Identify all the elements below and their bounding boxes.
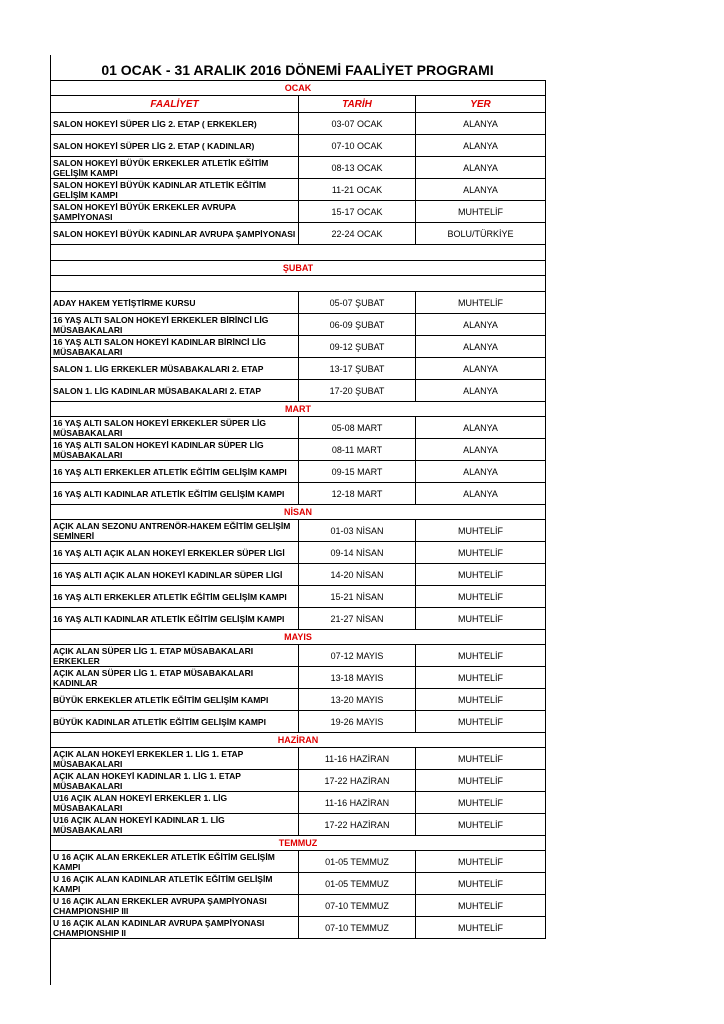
table-row (51, 711, 546, 733)
date-cell: 09-15 MART (299, 461, 416, 483)
date-cell: 07-12 MAYIS (299, 645, 416, 667)
month-name: OCAK (51, 81, 546, 96)
table-row (51, 608, 546, 630)
table-row (51, 179, 546, 201)
place-cell: ALANYA (416, 380, 546, 402)
date-cell: 11-16 HAZİRAN (299, 748, 416, 770)
place-cell: ALANYA (416, 135, 546, 157)
table-row (51, 358, 546, 380)
date-cell: 15-17 OCAK (299, 201, 416, 223)
date-cell: 21-27 NİSAN (299, 608, 416, 630)
activity-cell: SALON 1. LİG KADINLAR MÜSABAKALARI 2. ETAP (51, 380, 299, 402)
activity-cell: SALON HOKEYİ SÜPER LİG 2. ETAP ( ERKEKLER) (51, 113, 299, 135)
table-row (51, 564, 546, 586)
activity-cell: SALON 1. LİG ERKEKLER MÜSABAKALARI 2. ETAP (51, 358, 299, 380)
place-cell: MUHTELİF (416, 689, 546, 711)
place-cell: MUHTELİF (416, 873, 546, 895)
place-cell: MUHTELİF (416, 895, 546, 917)
date-cell: 07-10 OCAK (299, 135, 416, 157)
activity-table (50, 80, 546, 939)
table-row (51, 895, 546, 917)
activity-cell: ADAY HAKEM YETİŞTİRME KURSU (51, 292, 299, 314)
place-cell: MUHTELİF (416, 564, 546, 586)
date-cell: 07-10 TEMMUZ (299, 895, 416, 917)
table-row (51, 520, 546, 542)
place-cell: MUHTELİF (416, 667, 546, 689)
activity-cell: 16 YAŞ ALTI SALON HOKEYİ ERKEKLER BİRİNCİ LİG MÜSABAKALARI (51, 314, 299, 336)
table-row (51, 314, 546, 336)
activity-table-body (51, 81, 546, 939)
activity-cell: 16 YAŞ ALTI SALON HOKEYİ KADINLAR BİRİNCİ LİG MÜSABAKALARI (51, 336, 299, 358)
place-cell: MUHTELİF (416, 292, 546, 314)
date-cell: 06-09 ŞUBAT (299, 314, 416, 336)
date-cell: 09-14 NİSAN (299, 542, 416, 564)
place-cell: MUHTELİF (416, 201, 546, 223)
column-header-place: YER (416, 96, 546, 113)
table-row (51, 336, 546, 358)
place-cell: ALANYA (416, 179, 546, 201)
date-cell: 15-21 NİSAN (299, 586, 416, 608)
activity-cell: SALON HOKEYİ BÜYÜK KADINLAR ATLETİK EĞİTİM GELİŞİM KAMPI (51, 179, 299, 201)
date-cell: 05-08 MART (299, 417, 416, 439)
table-row (51, 748, 546, 770)
place-cell: MUHTELİF (416, 851, 546, 873)
place-cell: MUHTELİF (416, 586, 546, 608)
blank-cell (51, 245, 546, 261)
table-row (51, 135, 546, 157)
date-cell: 05-07 ŞUBAT (299, 292, 416, 314)
date-cell: 07-10 TEMMUZ (299, 917, 416, 939)
date-cell: 13-17 ŞUBAT (299, 358, 416, 380)
place-cell: ALANYA (416, 483, 546, 505)
month-name: TEMMUZ (51, 836, 546, 851)
month-header-row (51, 630, 546, 645)
column-header-date: TARİH (299, 96, 416, 113)
place-cell: BOLU/TÜRKİYE (416, 223, 546, 245)
place-cell: MUHTELİF (416, 645, 546, 667)
blank-row (51, 276, 546, 292)
activity-cell: AÇIK ALAN HOKEYİ ERKEKLER 1. LİG 1. ETAP MÜSABAKALARI (51, 748, 299, 770)
date-cell: 01-05 TEMMUZ (299, 873, 416, 895)
place-cell: MUHTELİF (416, 917, 546, 939)
activity-cell: AÇIK ALAN SÜPER LİG 1. ETAP MÜSABAKALARI KADINLAR (51, 667, 299, 689)
table-row (51, 113, 546, 135)
table-row (51, 292, 546, 314)
activity-cell: AÇIK ALAN HOKEYİ KADINLAR 1. LİG 1. ETAP MÜSABAKALARI (51, 770, 299, 792)
activity-cell: U16 AÇIK ALAN HOKEYİ ERKEKLER 1. LİG MÜSABAKALARI (51, 792, 299, 814)
blank-row (51, 245, 546, 261)
table-row (51, 689, 546, 711)
table-row (51, 667, 546, 689)
table-row (51, 792, 546, 814)
activity-cell: SALON HOKEYİ BÜYÜK ERKEKLER ATLETİK EĞİTİM GELİŞİM KAMPI (51, 157, 299, 179)
place-cell: MUHTELİF (416, 520, 546, 542)
place-cell: MUHTELİF (416, 542, 546, 564)
table-row (51, 851, 546, 873)
activity-cell: SALON HOKEYİ SÜPER LİG 2. ETAP ( KADINLAR) (51, 135, 299, 157)
place-cell: MUHTELİF (416, 792, 546, 814)
activity-cell: 16 YAŞ ALTI AÇIK ALAN HOKEYİ KADINLAR SÜPER LİGİ (51, 564, 299, 586)
activity-cell: BÜYÜK ERKEKLER ATLETİK EĞİTİM GELİŞİM KAMPI (51, 689, 299, 711)
place-cell: MUHTELİF (416, 711, 546, 733)
place-cell: ALANYA (416, 461, 546, 483)
month-header-row (51, 261, 546, 276)
activity-cell: 16 YAŞ ALTI KADINLAR ATLETİK EĞİTİM GELİŞİM KAMPI (51, 483, 299, 505)
date-cell: 12-18 MART (299, 483, 416, 505)
table-row (51, 380, 546, 402)
month-header-row (51, 402, 546, 417)
month-header-row (51, 836, 546, 851)
table-row (51, 461, 546, 483)
place-cell: ALANYA (416, 336, 546, 358)
table-row (51, 645, 546, 667)
place-cell: ALANYA (416, 113, 546, 135)
activity-cell: BÜYÜK KADINLAR ATLETİK EĞİTİM GELİŞİM KAMPI (51, 711, 299, 733)
place-cell: ALANYA (416, 314, 546, 336)
date-cell: 09-12 ŞUBAT (299, 336, 416, 358)
activity-cell: 16 YAŞ ALTI KADINLAR ATLETİK EĞİTİM GELİŞİM KAMPI (51, 608, 299, 630)
activity-cell: AÇIK ALAN SÜPER LİG 1. ETAP MÜSABAKALARI ERKEKLER (51, 645, 299, 667)
table-row (51, 483, 546, 505)
place-cell: ALANYA (416, 358, 546, 380)
date-cell: 11-21 OCAK (299, 179, 416, 201)
date-cell: 17-20 ŞUBAT (299, 380, 416, 402)
activity-cell: U 16 AÇIK ALAN ERKEKLER AVRUPA ŞAMPİYONASI CHAMPIONSHIP III (51, 895, 299, 917)
month-name: MAYIS (51, 630, 546, 645)
activity-cell: 16 YAŞ ALTI AÇIK ALAN HOKEYİ ERKEKLER SÜPER LİGİ (51, 542, 299, 564)
activity-cell: U16 AÇIK ALAN HOKEYİ KADINLAR 1. LİG MÜSABAKALARI (51, 814, 299, 836)
table-row (51, 201, 546, 223)
date-cell: 13-18 MAYIS (299, 667, 416, 689)
month-name: ŞUBAT (51, 261, 546, 276)
month-header-row (51, 81, 546, 96)
month-header-row (51, 733, 546, 748)
date-cell: 17-22 HAZİRAN (299, 814, 416, 836)
table-row (51, 586, 546, 608)
table-row (51, 814, 546, 836)
date-cell: 14-20 NİSAN (299, 564, 416, 586)
place-cell: MUHTELİF (416, 770, 546, 792)
activity-cell: AÇIK ALAN SEZONU ANTRENÖR-HAKEM EĞİTİM GELİŞİM SEMİNERİ (51, 520, 299, 542)
table-row (51, 157, 546, 179)
date-cell: 01-05 TEMMUZ (299, 851, 416, 873)
place-cell: MUHTELİF (416, 748, 546, 770)
month-name: MART (51, 402, 546, 417)
date-cell: 13-20 MAYIS (299, 689, 416, 711)
activity-cell: 16 YAŞ ALTI ERKEKLER ATLETİK EĞİTİM GELİŞİM KAMPI (51, 586, 299, 608)
activity-cell: 16 YAŞ ALTI SALON HOKEYİ KADINLAR SÜPER LİG MÜSABAKALARI (51, 439, 299, 461)
activity-cell: U 16 AÇIK ALAN ERKEKLER ATLETİK EĞİTİM GELİŞİM KAMPI (51, 851, 299, 873)
column-header-row (51, 96, 546, 113)
activity-cell: SALON HOKEYİ BÜYÜK KADINLAR AVRUPA ŞAMPİYONASI (51, 223, 299, 245)
place-cell: MUHTELİF (416, 608, 546, 630)
place-cell: MUHTELİF (416, 814, 546, 836)
date-cell: 19-26 MAYIS (299, 711, 416, 733)
date-cell: 11-16 HAZİRAN (299, 792, 416, 814)
table-row (51, 542, 546, 564)
date-cell: 03-07 OCAK (299, 113, 416, 135)
place-cell: ALANYA (416, 417, 546, 439)
activity-cell: SALON HOKEYİ BÜYÜK ERKEKLER AVRUPA ŞAMPİYONASI (51, 201, 299, 223)
blank-cell (51, 276, 546, 292)
activity-cell: U 16 AÇIK ALAN KADINLAR ATLETİK EĞİTİM GELİŞİM KAMPI (51, 873, 299, 895)
date-cell: 17-22 HAZİRAN (299, 770, 416, 792)
place-cell: ALANYA (416, 157, 546, 179)
table-row (51, 417, 546, 439)
table-row (51, 873, 546, 895)
table-row (51, 770, 546, 792)
date-cell: 08-13 OCAK (299, 157, 416, 179)
table-row (51, 223, 546, 245)
activity-cell: 16 YAŞ ALTI ERKEKLER ATLETİK EĞİTİM GELİŞİM KAMPI (51, 461, 299, 483)
month-header-row (51, 505, 546, 520)
table-row (51, 917, 546, 939)
column-header-activity: FAALİYET (51, 96, 299, 113)
month-name: NİSAN (51, 505, 546, 520)
activity-cell: 16 YAŞ ALTI SALON HOKEYİ ERKEKLER SÜPER LİG MÜSABAKALARI (51, 417, 299, 439)
month-name: HAZİRAN (51, 733, 546, 748)
date-cell: 22-24 OCAK (299, 223, 416, 245)
table-row (51, 439, 546, 461)
page-title: 01 OCAK - 31 ARALIK 2016 DÖNEMİ FAALİYET PROGRAMI (101, 62, 494, 78)
activity-cell: U 16 AÇIK ALAN KADINLAR AVRUPA ŞAMPİYONASI CHAMPIONSHIP II (51, 917, 299, 939)
date-cell: 01-03 NİSAN (299, 520, 416, 542)
place-cell: ALANYA (416, 439, 546, 461)
date-cell: 08-11 MART (299, 439, 416, 461)
